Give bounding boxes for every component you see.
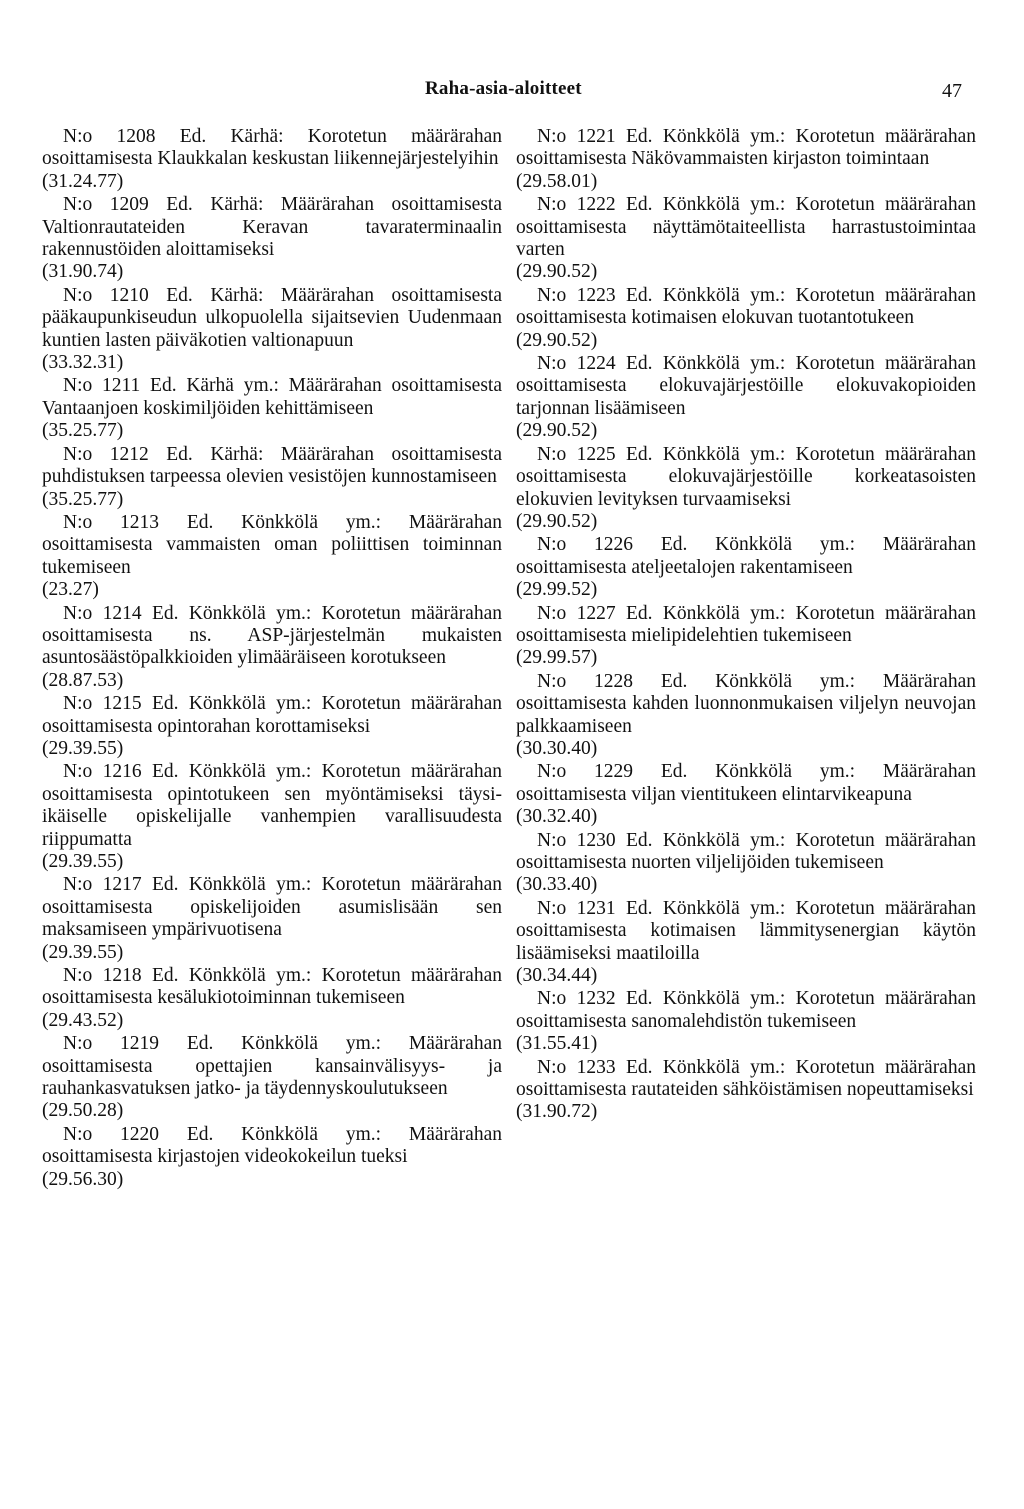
- entry-code: (29.90.52): [516, 261, 598, 283]
- list-item: [42, 375, 502, 442]
- list-item: [42, 126, 502, 193]
- entry-code: (31.90.72): [516, 1101, 598, 1123]
- page-header: [0, 70, 1024, 110]
- entry-code: (29.39.55): [42, 941, 124, 963]
- entry-code: (30.34.44): [516, 965, 598, 987]
- list-item: [42, 874, 502, 964]
- entry-text: N:o 1214 Ed. Könkkölä ym.: Korotetun määrärahan osoittamisesta ns. ASP-järjestelmän mukaisten asuntosäästöpalkkioiden ylimääräiseen korotukseen: [42, 602, 502, 669]
- entry-text: N:o 1233 Ed. Könkkölä ym.: Korotetun määrärahan osoittamisesta rautateiden sähköistämisen nopeuttamiseksi: [516, 1056, 976, 1101]
- list-item: [516, 126, 976, 193]
- entry-code: (29.90.52): [516, 510, 598, 532]
- list-item: [516, 898, 976, 988]
- running-title: Raha-asia-aloitteet: [425, 78, 582, 99]
- list-item: [42, 693, 502, 760]
- entry-text: N:o 1212 Ed. Kärhä: Määrärahan osoittamisesta puhdistuksen tarpeessa olevien vesistöjen kunnostamiseen: [42, 443, 502, 488]
- entry-code: (30.32.40): [516, 806, 598, 828]
- entry-code: (31.55.41): [516, 1033, 598, 1055]
- list-item: [516, 444, 976, 534]
- entry-text: N:o 1221 Ed. Könkkölä ym.: Korotetun määrärahan osoittamisesta Näkövammaisten kirjaston toimintaan: [516, 126, 976, 170]
- entry-text: N:o 1225 Ed. Könkkölä ym.: Korotetun määrärahan osoittamisesta elokuvajärjestöille korkeatasoisten elokuvien levityksen turvaamiseksi: [516, 443, 976, 510]
- list-item: [42, 512, 502, 602]
- entry-text: N:o 1220 Ed. Könkkölä ym.: Määrärahan osoittamisesta kirjastojen videokokeilun tueksi: [42, 1123, 502, 1168]
- entry-code: (29.39.55): [42, 851, 124, 872]
- list-item: [42, 444, 502, 511]
- list-item: [516, 534, 976, 601]
- entry-code: (29.43.52): [42, 1009, 124, 1031]
- list-item: [516, 603, 976, 670]
- entry-text: N:o 1217 Ed. Könkkölä ym.: Korotetun määrärahan osoittamisesta opiskelijoiden asumislisään sen maksamiseen ympärivuotisena: [42, 874, 502, 941]
- entry-text: N:o 1219 Ed. Könkkölä ym.: Määrärahan osoittamisesta opettajien kansainvälisyys- ja rauhankasvatuksen jatko- ja täydennyskoulutukseen: [42, 1033, 502, 1100]
- page-number: 47: [942, 80, 962, 102]
- entry-text: N:o 1227 Ed. Könkkölä ym.: Korotetun määrärahan osoittamisesta mielipidelehtien tukemiseen: [516, 602, 976, 646]
- list-item: [42, 603, 502, 693]
- entry-code: (35.25.77): [42, 420, 124, 442]
- entry-text: N:o 1228 Ed. Könkkölä ym.: Määrärahan osoittamisesta kahden luonnonmukaisen viljelyn neuvojan palkkaamiseen: [516, 670, 976, 737]
- entry-code: (23.27): [42, 579, 99, 601]
- entry-code: (35.25.77): [42, 488, 124, 510]
- entry-text: N:o 1213 Ed. Könkkölä ym.: Määrärahan osoittamisesta vammaisten oman poliittisen toiminnan tukemiseen: [42, 511, 502, 578]
- entry-code: (30.33.40): [516, 874, 598, 896]
- entry-code: (29.90.52): [516, 420, 598, 442]
- entry-text: N:o 1209 Ed. Kärhä: Määrärahan osoittamisesta Valtionrautateiden Keravan tavaraterminaalin rakennustöiden aloittamiseksi: [42, 194, 502, 261]
- entry-code: (28.87.53): [42, 669, 124, 691]
- list-item: [516, 353, 976, 443]
- list-item: [516, 285, 976, 352]
- entry-code: (33.32.31): [42, 352, 124, 374]
- list-item: [516, 988, 976, 1055]
- list-item: [42, 965, 502, 1032]
- entry-text: N:o 1210 Ed. Kärhä: Määrärahan osoittamisesta pääkaupunkiseudun ulkopuolella sijaitsevien Uudenmaan kuntien lasten päiväkotien valtionapuun: [42, 284, 502, 351]
- list-item: [516, 1057, 976, 1124]
- entry-code: (29.50.28): [42, 1100, 124, 1122]
- entry-code: (29.56.30): [42, 1168, 124, 1190]
- right-column: [516, 126, 976, 1125]
- entry-text: N:o 1222 Ed. Könkkölä ym.: Korotetun määrärahan osoittamisesta näyttämötaiteellista harrastustoimintaa varten: [516, 194, 976, 261]
- entry-text: N:o 1216 Ed. Könkkölä ym.: Korotetun määrärahan osoittamisesta opintotukeen sen myöntämiseksi täysi-ikäiselle opiskelijalle vanhempien varallisuudesta riippumatta: [42, 761, 502, 850]
- entry-code: (29.99.52): [516, 579, 598, 601]
- entry-text: N:o 1232 Ed. Könkkölä ym.: Korotetun määrärahan osoittamisesta sanomalehdistön tukemiseen: [516, 988, 976, 1032]
- entry-code: (29.39.55): [42, 737, 124, 759]
- entry-text: N:o 1229 Ed. Könkkölä ym.: Määrärahan osoittamisesta viljan vientitukeen elintarvikeapuna: [516, 761, 976, 805]
- entry-code: (31.24.77): [42, 170, 124, 192]
- entry-code: (29.99.57): [516, 647, 598, 669]
- entry-text: N:o 1215 Ed. Könkkölä ym.: Korotetun määrärahan osoittamisesta opintorahan korottamiseksi: [42, 693, 502, 737]
- entry-text: N:o 1224 Ed. Könkkölä ym.: Korotetun määrärahan osoittamisesta elokuvajärjestöille elokuvakopioiden tarjonnan lisäämiseen: [516, 353, 976, 419]
- entry-text: N:o 1223 Ed. Könkkölä ym.: Korotetun määrärahan osoittamisesta kotimaisen elokuvan tuotantotukeen: [516, 284, 976, 329]
- entry-code: (29.58.01): [516, 170, 598, 192]
- entry-code: (29.90.52): [516, 329, 598, 351]
- entry-text: N:o 1231 Ed. Könkkölä ym.: Korotetun määrärahan osoittamisesta kotimaisen lämmitysenergian käytön lisäämiseksi maatiloilla: [516, 897, 976, 964]
- entry-code: (31.90.74): [42, 261, 124, 283]
- entry-text: N:o 1211 Ed. Kärhä ym.: Määrärahan osoittamisesta Vantaanjoen koskimiljöiden kehittämiseen: [42, 375, 502, 419]
- entry-text: N:o 1218 Ed. Könkkölä ym.: Korotetun määrärahan osoittamisesta kesälukiotoiminnan tukemiseen: [42, 965, 502, 1009]
- entry-text: N:o 1230 Ed. Könkkölä ym.: Korotetun määrärahan osoittamisesta nuorten viljelijöiden tukemiseen: [516, 829, 976, 873]
- list-item: [42, 285, 502, 375]
- list-item: [516, 671, 976, 761]
- entry-code: (30.30.40): [516, 737, 598, 759]
- entry-text: N:o 1226 Ed. Könkkölä ym.: Määrärahan osoittamisesta ateljeetalojen rakentamiseen: [516, 534, 976, 578]
- list-item: [42, 1033, 502, 1123]
- list-item: [42, 194, 502, 284]
- list-item: [42, 1124, 502, 1191]
- list-item: [516, 194, 976, 284]
- list-item: [516, 830, 976, 897]
- entry-text: N:o 1208 Ed. Kärhä: Korotetun määrärahan osoittamisesta Klaukkalan keskustan liikennejärjestelyihin: [42, 126, 502, 170]
- list-item: [42, 761, 502, 873]
- left-column: [42, 126, 502, 1192]
- list-item: [516, 761, 976, 828]
